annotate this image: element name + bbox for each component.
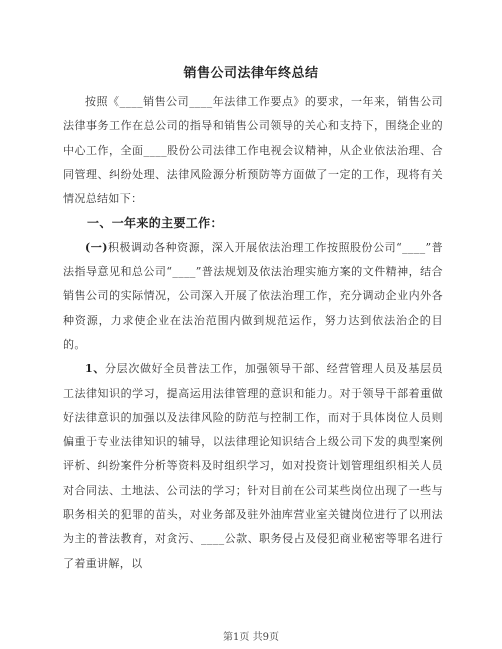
document-body <box>63 90 443 576</box>
document-title: 销售公司法律年终总结 <box>183 66 319 81</box>
item-number: 1、 <box>85 362 105 376</box>
item-paragraph <box>63 357 443 576</box>
subsection-text: 积极调动各种资源，深入开展依法治理工作按照股份公司“____”普法指导意见和总公司“____”普法规划及依法治理实施方案的文件精神，结合销售公司的实际情况，公司深入开展了依法治理工作，充分调动企业内外各种资源，力求使企业在法治范围内做到规范运作，努力达到依法治企的目的。 <box>63 240 443 351</box>
item-text: 分层次做好全员普法工作，加强领导干部、经营管理人员及基层员工法律知识的学习，提高运用法律管理的意识和能力。对于领导干部着重做好法律意识的加强以及法律风险的防范与控制工作，而对于具体岗位人员则偏重于专业法律知识的辅导，以法律理论知识结合上级公司下发的典型案例评析、纠纷案件分析等资料及时组织学习，如对投资计划管理组织相关人员对合同法、土地法、公司法的学习；针对目前在公司某些岗位出现了一些与职务相关的犯罪的苗头，对业务部及驻外油库营业室关键岗位进行了以刑法为主的普法教育，对贪污、____公款、职务侵占及侵犯商业秘密等罪名进行了着重讲解，以 <box>63 362 443 570</box>
section-heading: 一、一年来的主要工作： <box>87 216 223 231</box>
intro-paragraph: 按照《____销售公司____年法律工作要点》的要求，一年来，销售公司法律事务工作在总公司的指导和销售公司领导的关心和支持下，围绕企业的中心工作，全面____股份公司法律工作电视会议精神，从企业依法治理、合同管理、纠纷处理、法律风险源分析预防等方面做了一定的工作，现将有关情况总结如下： <box>63 95 443 206</box>
page-footer: 第1页 共9页 <box>223 632 279 643</box>
subsection-paragraph <box>63 236 443 357</box>
subsection-number: (一) <box>85 240 108 254</box>
